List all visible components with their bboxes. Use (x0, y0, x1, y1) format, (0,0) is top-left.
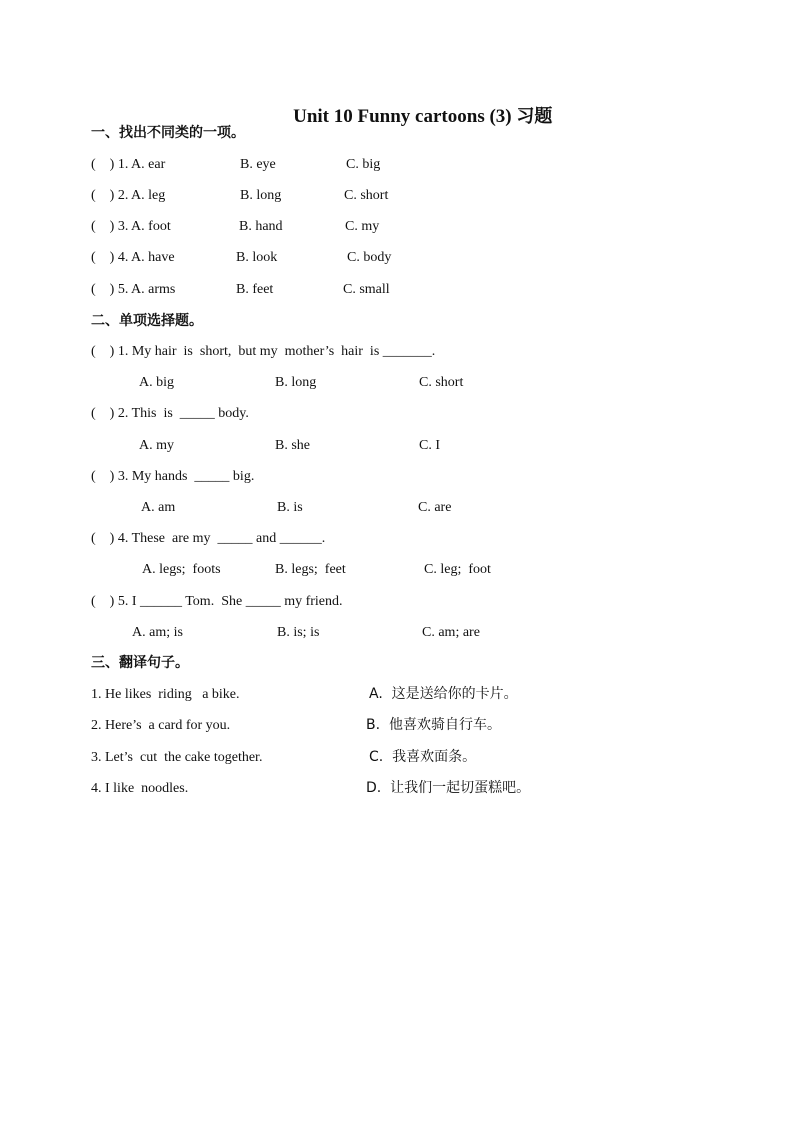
s2-q1: ( ) 1. My hair is short, but my mother’s hair is _______. (91, 344, 436, 359)
s3-left-3: 3. Let’s cut the cake together. (91, 750, 263, 765)
s3-right-a: A. 这是送给你的卡片。 (369, 686, 518, 702)
s1-q3-c: C. my (345, 219, 380, 234)
s1-q1-c: C. big (346, 157, 381, 172)
s1-q3-b: B. hand (239, 219, 283, 234)
s2-q4-c: C. leg; foot (424, 562, 491, 577)
title-en: Unit 10 Funny cartoons (3) (293, 106, 512, 127)
s1-q5-c: C. small (343, 282, 390, 297)
title-cn: 习题 (516, 106, 553, 127)
s2-q5-b: B. is; is (277, 625, 320, 640)
s1-q2-c: C. short (344, 188, 389, 203)
s3-left-4: 4. I like noodles. (91, 781, 189, 796)
s1-q1: ( ) 1. A. ear (91, 157, 166, 172)
s2-q5: ( ) 5. I ______ Tom. She _____ my friend. (91, 594, 343, 609)
s2-q3: ( ) 3. My hands _____ big. (91, 469, 255, 484)
s2-q4-b: B. legs; feet (275, 562, 346, 577)
s2-q1-b: B. long (275, 375, 317, 390)
section3-heading: 三、翻译句子。 (91, 655, 189, 671)
s3-left-2: 2. Here’s a card for you. (91, 718, 231, 733)
s1-q1-b: B. eye (240, 157, 276, 172)
s1-q3: ( ) 3. A. foot (91, 219, 171, 234)
s2-q2-c: C. I (419, 438, 440, 453)
s2-q4: ( ) 4. These are my _____ and ______. (91, 531, 326, 546)
s3-left-1: 1. He likes riding a bike. (91, 687, 240, 702)
s1-q4: ( ) 4. A. have (91, 250, 175, 265)
s2-q2: ( ) 2. This is _____ body. (91, 406, 249, 421)
s1-q5: ( ) 5. A. arms (91, 282, 176, 297)
section1-heading: 一、找出不同类的一项。 (91, 125, 245, 141)
s1-q2-b: B. long (240, 188, 282, 203)
s2-q5-c: C. am; are (422, 625, 480, 640)
s2-q4-a: A. legs; foots (142, 562, 221, 577)
s1-q2: ( ) 2. A. leg (91, 188, 166, 203)
s2-q1-c: C. short (419, 375, 464, 390)
s1-q5-b: B. feet (236, 282, 274, 297)
s1-q4-b: B. look (236, 250, 278, 265)
s3-right-c: C. 我喜欢面条。 (369, 749, 477, 765)
s2-q3-b: B. is (277, 500, 303, 515)
s1-q4-c: C. body (347, 250, 392, 265)
page-title (0, 88, 794, 126)
s2-q5-a: A. am; is (132, 625, 183, 640)
s3-right-d: D. 让我们一起切蛋糕吧。 (366, 780, 531, 796)
s2-q2-a: A. my (139, 438, 174, 453)
section2-heading: 二、单项选择题。 (91, 313, 203, 329)
s2-q1-a: A. big (139, 375, 174, 390)
s2-q3-c: C. are (418, 500, 452, 515)
s2-q2-b: B. she (275, 438, 310, 453)
s3-right-b: B. 他喜欢骑自行车。 (366, 717, 501, 733)
s2-q3-a: A. am (141, 500, 176, 515)
